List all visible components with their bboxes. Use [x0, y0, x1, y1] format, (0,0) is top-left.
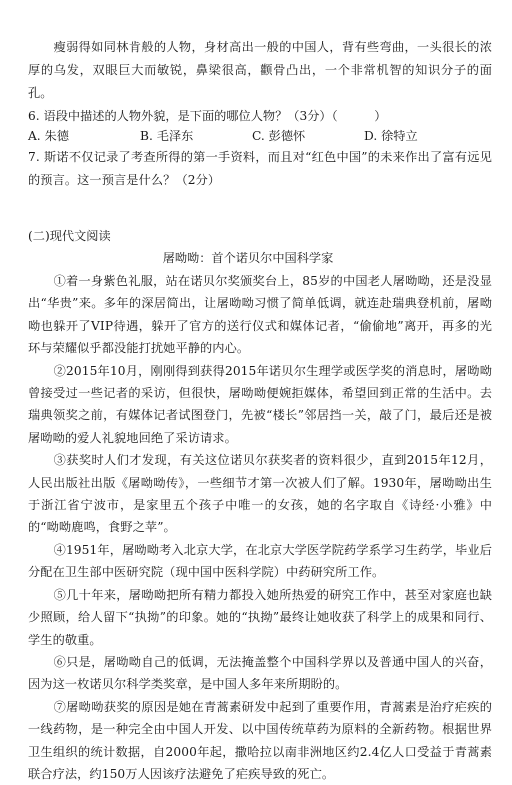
question-7: 7. 斯诺不仅记录了考查所得的第一手资料，而且对“红色中国”的未来作出了富有远见的预言。这一预言是什么？（2分） [28, 149, 492, 187]
question-6-options [28, 126, 492, 146]
section-gap [28, 192, 492, 226]
article-paragraph-1: ①着一身紫色礼服，站在诺贝尔奖颁奖台上，85岁的中国老人屠呦呦，还是没显出“华贵”来。多年的深居简出，让屠呦呦习惯了简单低调，就连赴瑞典登机前，屠呦呦也躲开了VIP待遇，躲开了官方的送行仪式和媒体记者，“偷偷地”离开，再多的光环与荣耀似乎都没能打扰她平静的内心。 [28, 274, 492, 356]
option-a: A. 朱德 [28, 128, 69, 143]
article-paragraph-5: ⑤几十年来，屠呦呦把所有精力都投入她所热爱的研究工作中，甚至对家庭也缺少照顾，给人留下“执拗”的印象。她的“执拗”最终让她收获了科学上的成果和同行、学生的敬重。 [28, 587, 492, 647]
article-paragraph-4: ④1951年，屠呦呦考入北京大学，在北京大学医学院药学系学习生药学，毕业后分配在卫生部中医研究院（现中国中医科学院）中药研究所工作。 [28, 542, 492, 580]
intro-paragraph: 瘦弱得如同林肯般的人物，身材高出一般的中国人，背有些弯曲，一头很长的浓厚的乌发，双眼巨大而敏锐，鼻梁很高，颧骨凸出，一个非常机智的知识分子的面孔。 [28, 40, 492, 101]
article-title: 屠呦呦：首个诺贝尔中国科学家 [162, 251, 334, 266]
question-6: 6. 语段中描述的人物外貌，是下面的哪位人物？（3分）（ ） [28, 108, 387, 123]
article-paragraph-6: ⑥只是，屠呦呦自己的低调，无法掩盖整个中国科学界以及普通中国人的兴奋，因为这一枚诺贝尔科学类奖章，是中国人多年来所期盼的。 [28, 654, 492, 692]
option-b: B. 毛泽东 [140, 128, 194, 143]
article-paragraph-2: ②2015年10月，刚刚得到获得2015年诺贝尔生理学或医学奖的消息时，屠呦呦曾接受过一些记者的采访，但很快，屠呦呦便婉拒媒体，希望回到正常的生活中。去瑞典领奖之前，有媒体记者试图登门，先被“楼长”邻居挡一关，敲了门，最后还是被屠呦呦的爱人礼貌地回绝了采访请求。 [28, 363, 492, 445]
article-body [28, 270, 492, 785]
section-heading: (二)现代文阅读 [28, 229, 111, 244]
option-c: C. 彭德怀 [252, 128, 306, 143]
option-d: D. 徐特立 [364, 128, 418, 143]
article-paragraph-3: ③获奖时人们才发现，有关这位诺贝尔获奖者的资料很少，直到2015年12月，人民出版社出版《屠呦呦传》，一些细节才第一次被人们了解。1930年，屠呦呦出生于浙江省宁波市，是家里五个孩子中唯一的女孩，她的名字取自《诗经·小雅》中的“呦呦鹿鸣，食野之苹”。 [28, 453, 492, 535]
article-paragraph-7: ⑦屠呦呦获奖的原因是她在青蒿素研发中起到了重要作用，青蒿素是治疗疟疾的一线药物，是一种完全由中国人开发、以中国传统草药为原料的全新药物。根据世界卫生组织的统计数据，自2000年起，撒哈拉以南非洲地区约2.4亿人口受益于青蒿素联合疗法，约150万人因该疗法避免了疟疾导致的死亡。 [28, 699, 492, 781]
